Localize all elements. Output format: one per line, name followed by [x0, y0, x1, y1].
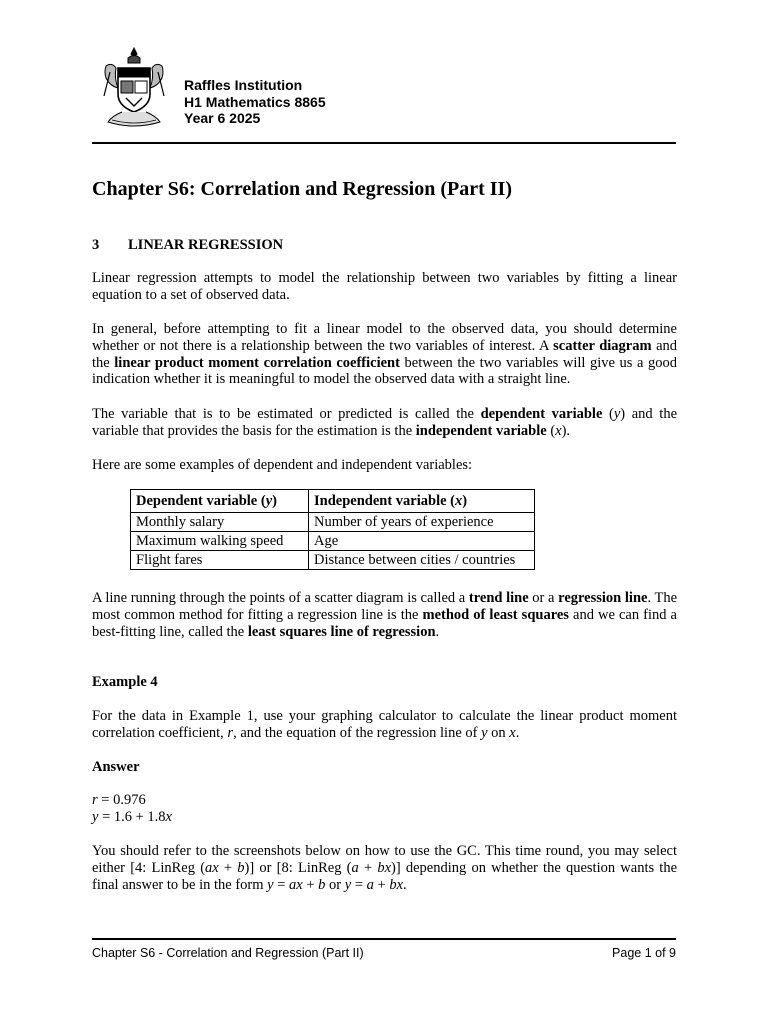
math-var: y — [613, 406, 621, 422]
text-run: on — [487, 724, 510, 741]
header-divider — [92, 142, 676, 144]
math-var: r — [227, 724, 234, 741]
example-heading: Example 4 — [92, 674, 158, 690]
paragraph-intro: Linear regression attempts to model the relationship between two variables by fitting a linear equation to a set of observed data. — [92, 270, 677, 303]
text-run: ) — [462, 492, 468, 509]
subject-name: H1 Mathematics 8865 — [184, 93, 326, 110]
math-var: a — [366, 876, 374, 893]
year-label: Year 6 2025 — [184, 110, 261, 126]
table-row — [131, 551, 535, 570]
text-run: ( — [602, 406, 614, 422]
paragraph-regression-line — [92, 590, 677, 640]
text-run: Independent variable ( — [314, 492, 455, 509]
school-header — [184, 77, 326, 127]
math-var: b — [318, 876, 326, 893]
text-run: or — [325, 876, 345, 893]
math-var: bx — [377, 859, 392, 876]
chapter-title: Chapter S6: Correlation and Regression (Part II) — [92, 178, 512, 200]
answer-regression-equation — [92, 809, 677, 826]
term-pmcc: linear product moment correlation coefficient — [114, 354, 400, 371]
text-run: and we can find a best-fitting line, called the — [92, 606, 677, 640]
example-question — [92, 708, 677, 742]
answer-heading: Answer — [92, 759, 140, 775]
text-run: For the data in Example 1, use your graphing calculator to calculate the linear product moment correlation coefficient, — [92, 708, 677, 741]
table-cell: Monthly salary — [131, 513, 309, 532]
table-header-row — [131, 490, 535, 513]
text-run: ( — [546, 422, 556, 439]
term-trend-line: trend line — [468, 590, 529, 606]
math-var: x — [555, 422, 562, 439]
math-var: y — [481, 724, 488, 741]
math-var: b — [237, 859, 245, 876]
text-run: = — [351, 876, 367, 893]
paragraph-examples-intro: Here are some examples of dependent and independent variables: — [92, 457, 473, 473]
table-row — [131, 532, 535, 551]
math-var: ax — [205, 859, 219, 876]
footer-chapter: Chapter S6 - Correlation and Regression (Part II) — [92, 946, 364, 960]
text-run: , and the equation of the regression line of — [233, 724, 482, 741]
footer-page-number: Page 1 of 9 — [612, 946, 676, 960]
school-name: Raffles Institution — [184, 77, 303, 93]
section-number: 3 — [92, 237, 100, 253]
math-var: y — [92, 809, 99, 825]
text-run: You should refer to the screenshots below on how to use the GC. This time round, you may select either [4: LinReg ( — [92, 843, 677, 876]
math-var: y — [267, 876, 274, 893]
term-scatter-diagram: scatter diagram — [553, 337, 652, 354]
table-cell: Number of years of experience — [309, 513, 535, 532]
term-least-squares: method of least squares — [422, 606, 569, 623]
math-var: y — [265, 492, 273, 509]
text-run: . — [515, 724, 520, 741]
math-var: x — [165, 809, 172, 825]
text-run: + — [373, 876, 390, 893]
school-crest-logo — [100, 46, 168, 132]
text-run: ) and the variable that provides the basis for the estimation is the — [92, 406, 678, 439]
text-run: and the — [92, 337, 678, 371]
text-run: + — [218, 859, 238, 876]
text-run: )] depending on whether the question wants the final answer to be in the form — [92, 859, 678, 893]
text-run: = 0.976 — [97, 792, 146, 808]
footer-divider — [92, 938, 676, 940]
text-run: ) — [272, 492, 277, 509]
text-run: . — [435, 623, 440, 640]
paragraph-relationship — [92, 321, 677, 388]
text-run: Dependent variable ( — [136, 492, 266, 509]
math-var: bx — [389, 876, 403, 893]
math-var: x — [455, 492, 463, 509]
text-run: = — [273, 876, 290, 893]
math-var: ax — [289, 876, 303, 893]
text-run: . — [403, 876, 407, 893]
math-var: a — [351, 859, 359, 876]
math-var: r — [92, 792, 98, 808]
section-title: LINEAR REGRESSION — [128, 237, 284, 253]
text-run: A line running through the points of a scatter diagram is called a — [92, 590, 469, 606]
text-run: between the two variables will give us a good indication whether it is meaningful to model the observed data with a straight line. — [92, 354, 677, 388]
variables-table — [130, 489, 535, 570]
term-dependent-variable: dependent variable — [480, 406, 603, 422]
text-run: )] or [8: LinReg ( — [244, 859, 352, 876]
paragraph-gc-instructions — [92, 843, 677, 893]
text-run: + — [302, 876, 319, 893]
term-regression-line: regression line — [558, 590, 648, 606]
table-cell: Distance between cities / countries — [309, 551, 535, 570]
paragraph-variables — [92, 406, 677, 440]
text-run: or a — [528, 590, 559, 606]
column-header-independent — [309, 490, 535, 513]
math-var: y — [344, 876, 352, 893]
term-independent-variable: independent variable — [415, 422, 547, 439]
section-heading — [92, 237, 283, 254]
term-least-squares-line: least squares line of regression — [247, 623, 436, 640]
text-run: In general, before attempting to fit a linear model to the observed data, you should determine whether or not there is a relationship between the two variables of interest. A — [92, 321, 677, 354]
table-cell: Flight fares — [131, 551, 309, 570]
text-run: ). — [561, 422, 571, 439]
text-run: + — [358, 859, 378, 876]
table-cell: Age — [309, 532, 535, 551]
table-row — [131, 513, 535, 532]
text-run: = 1.6 + 1.8 — [98, 809, 166, 825]
table-cell: Maximum walking speed — [131, 532, 309, 551]
answer-correlation — [92, 792, 677, 809]
text-run: . The most common method for fitting a regression line is the — [92, 590, 678, 623]
math-var: x — [509, 724, 516, 741]
column-header-dependent — [131, 490, 309, 513]
text-run: The variable that is to be estimated or predicted is called the — [92, 406, 481, 422]
